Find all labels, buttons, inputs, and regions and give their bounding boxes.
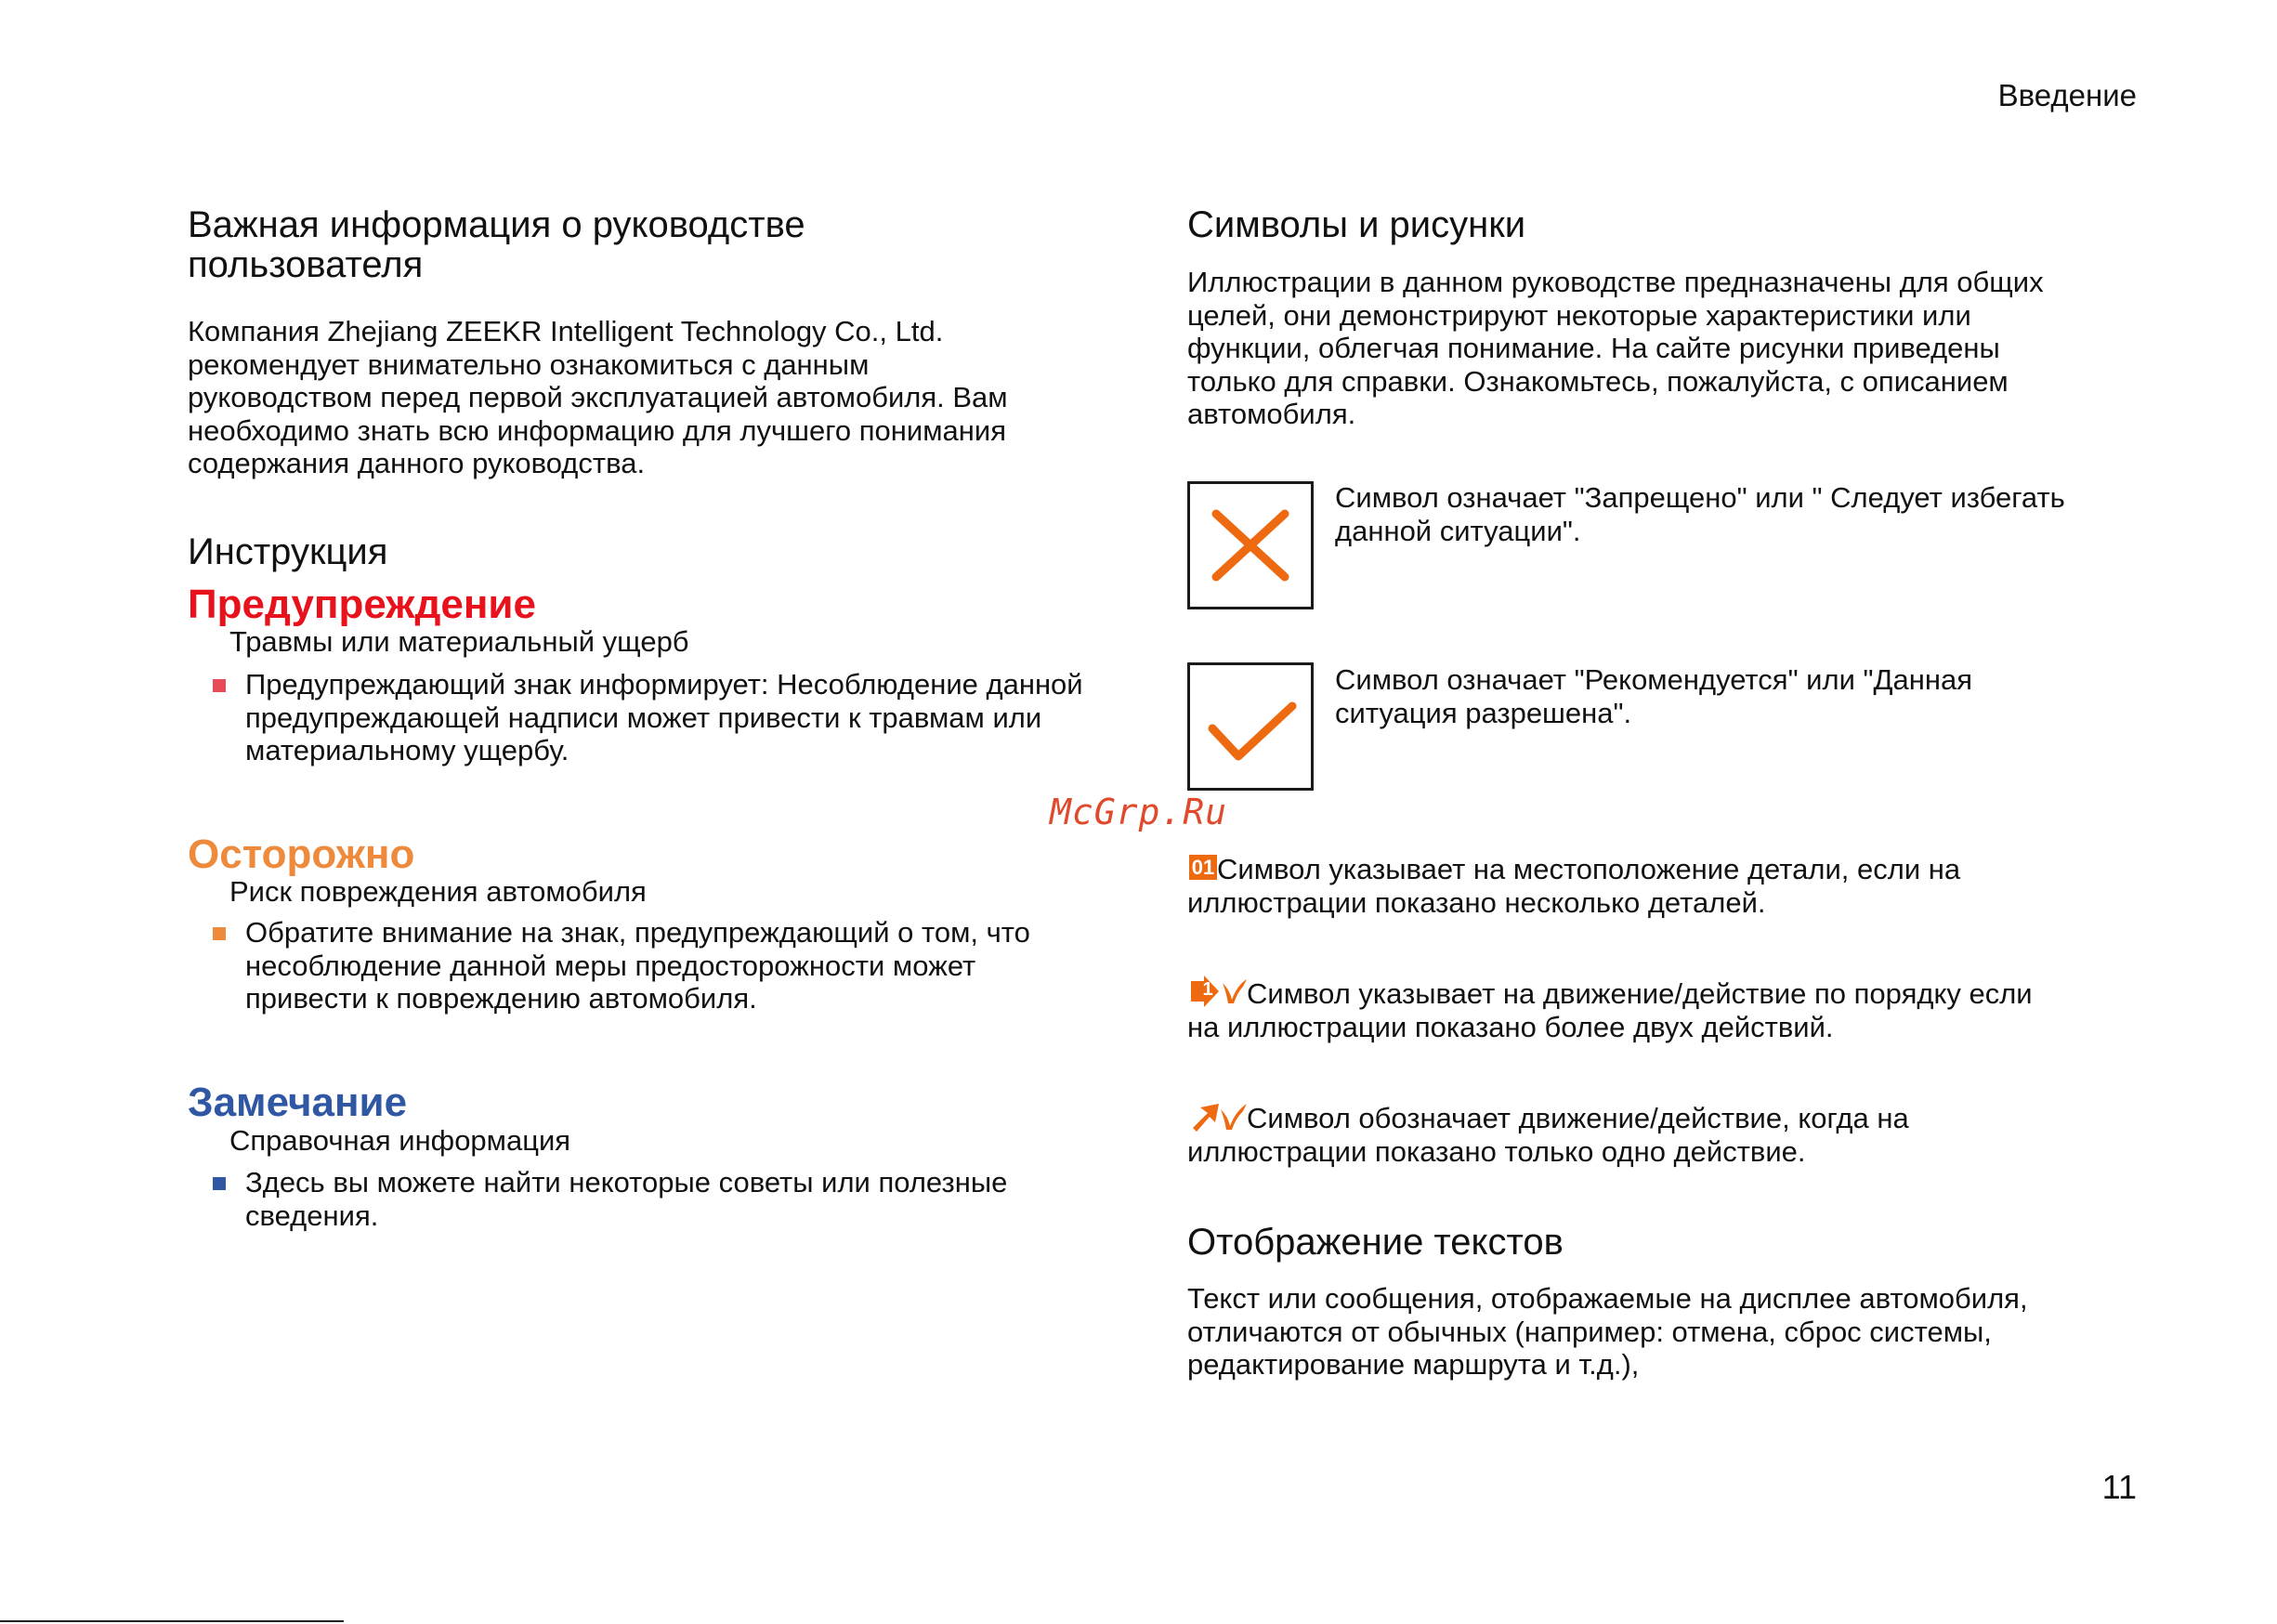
check-icon bbox=[1190, 665, 1311, 788]
display-text: Текст или сообщения, отображаемые на дисплее автомобиля, отличаются от обычных (например: отмена, сброс системы, редактирование маршрута и т.д.), bbox=[1187, 1282, 2028, 1381]
warning-subtitle: Травмы или материальный ущерб bbox=[229, 625, 689, 658]
important-title: Важная информация о руководстве пользователя bbox=[188, 204, 805, 285]
footer-rule bbox=[0, 1620, 344, 1622]
important-title-block bbox=[188, 205, 912, 285]
display-title: Отображение текстов bbox=[1187, 1222, 1564, 1263]
important-text: Компания Zhejiang ZEEKR Intelligent Technology Co., Ltd. рекомендует внимательно ознакомиться с данным руководством перед первой эксплуатацией автомобиля. Вам необходимо знать всю информацию для лучшего понимания содержания данного руководства. bbox=[188, 315, 1008, 479]
watermark: McGrp.Ru bbox=[1050, 792, 1228, 832]
forbidden-symbol-box bbox=[1187, 481, 1314, 609]
caution-subtitle: Риск повреждения автомобиля bbox=[229, 875, 647, 908]
cross-icon bbox=[1190, 484, 1311, 607]
display-title-block bbox=[1187, 1223, 1564, 1263]
section-header: Введение bbox=[1997, 78, 2137, 112]
note-bullet-text: Здесь вы можете найти некоторые советы или полезные сведения. bbox=[245, 1166, 1008, 1232]
caution-bullet-block bbox=[245, 916, 1081, 1015]
symbols-title: Символы и рисунки bbox=[1187, 204, 1526, 245]
instruction-title-block bbox=[188, 532, 387, 572]
single-text: Символ обозначает движение/действие, когда на иллюстрации показано только одно действие. bbox=[1187, 1102, 1909, 1168]
forbidden-text-block bbox=[1335, 481, 2069, 547]
forbidden-text: Символ означает "Запрещено" или " Следует избегать данной ситуации". bbox=[1335, 481, 2065, 547]
caution-bullet-marker bbox=[213, 927, 226, 940]
location-text: Символ указывает на местоположение детали, если на иллюстрации показано несколько деталей. bbox=[1187, 853, 1961, 919]
caution-label-block bbox=[188, 832, 414, 878]
note-label: Замечание bbox=[188, 1080, 408, 1125]
warning-bullet-block bbox=[245, 668, 1100, 767]
page-number: 11 bbox=[2101, 1468, 2137, 1506]
caution-subtitle-block bbox=[229, 875, 647, 909]
important-text-block bbox=[188, 315, 1052, 480]
warning-bullet-marker bbox=[213, 679, 226, 692]
allowed-symbol-box bbox=[1187, 662, 1314, 791]
note-subtitle-block bbox=[229, 1124, 570, 1158]
sequence-badge: 1 bbox=[1202, 979, 1213, 1000]
note-bullet-block bbox=[245, 1166, 1100, 1232]
note-subtitle: Справочная информация bbox=[229, 1124, 571, 1157]
caution-bullet-text: Обратите внимание на знак, предупреждающий о том, что несоблюдение данной меры предосторожности может привести к повреждению автомобиля. bbox=[245, 916, 1030, 1015]
symbols-text-block bbox=[1187, 266, 2070, 431]
note-label-block bbox=[188, 1080, 407, 1126]
single-text-block bbox=[1187, 1102, 2070, 1168]
sequence-text: Символ указывает на движение/действие по порядку если на иллюстрации показано более двух действий. bbox=[1187, 977, 2033, 1043]
location-badge-icon: 01 bbox=[1189, 855, 1217, 880]
warning-label-block bbox=[188, 582, 536, 628]
allowed-text: Символ означает "Рекомендуется" или "Данная ситуация разрешена". bbox=[1335, 663, 1973, 729]
warning-bullet-text: Предупреждающий знак информирует: Несоблюдение данной предупреждающей надписи может привести к травмам или материальному ущербу. bbox=[245, 668, 1083, 766]
symbols-title-block bbox=[1187, 205, 1525, 245]
location-text-block bbox=[1187, 853, 2070, 919]
warning-label: Предупреждение bbox=[188, 582, 536, 627]
sequence-text-block bbox=[1187, 977, 2070, 1043]
allowed-text-block bbox=[1335, 663, 2069, 729]
note-bullet-marker bbox=[213, 1177, 226, 1190]
warning-subtitle-block bbox=[229, 625, 689, 659]
caution-label: Осторожно bbox=[188, 832, 415, 877]
symbols-text: Иллюстрации в данном руководстве предназначены для общих целей, они демонстрируют некоторые характеристики или функции, облегчая понимание. На сайте рисунки приведены только для справки. Ознакомьтесь, пожалуйста, с описанием автомобиля. bbox=[1187, 266, 2044, 430]
display-text-block bbox=[1187, 1282, 2070, 1382]
instruction-title: Инструкция bbox=[188, 531, 388, 572]
